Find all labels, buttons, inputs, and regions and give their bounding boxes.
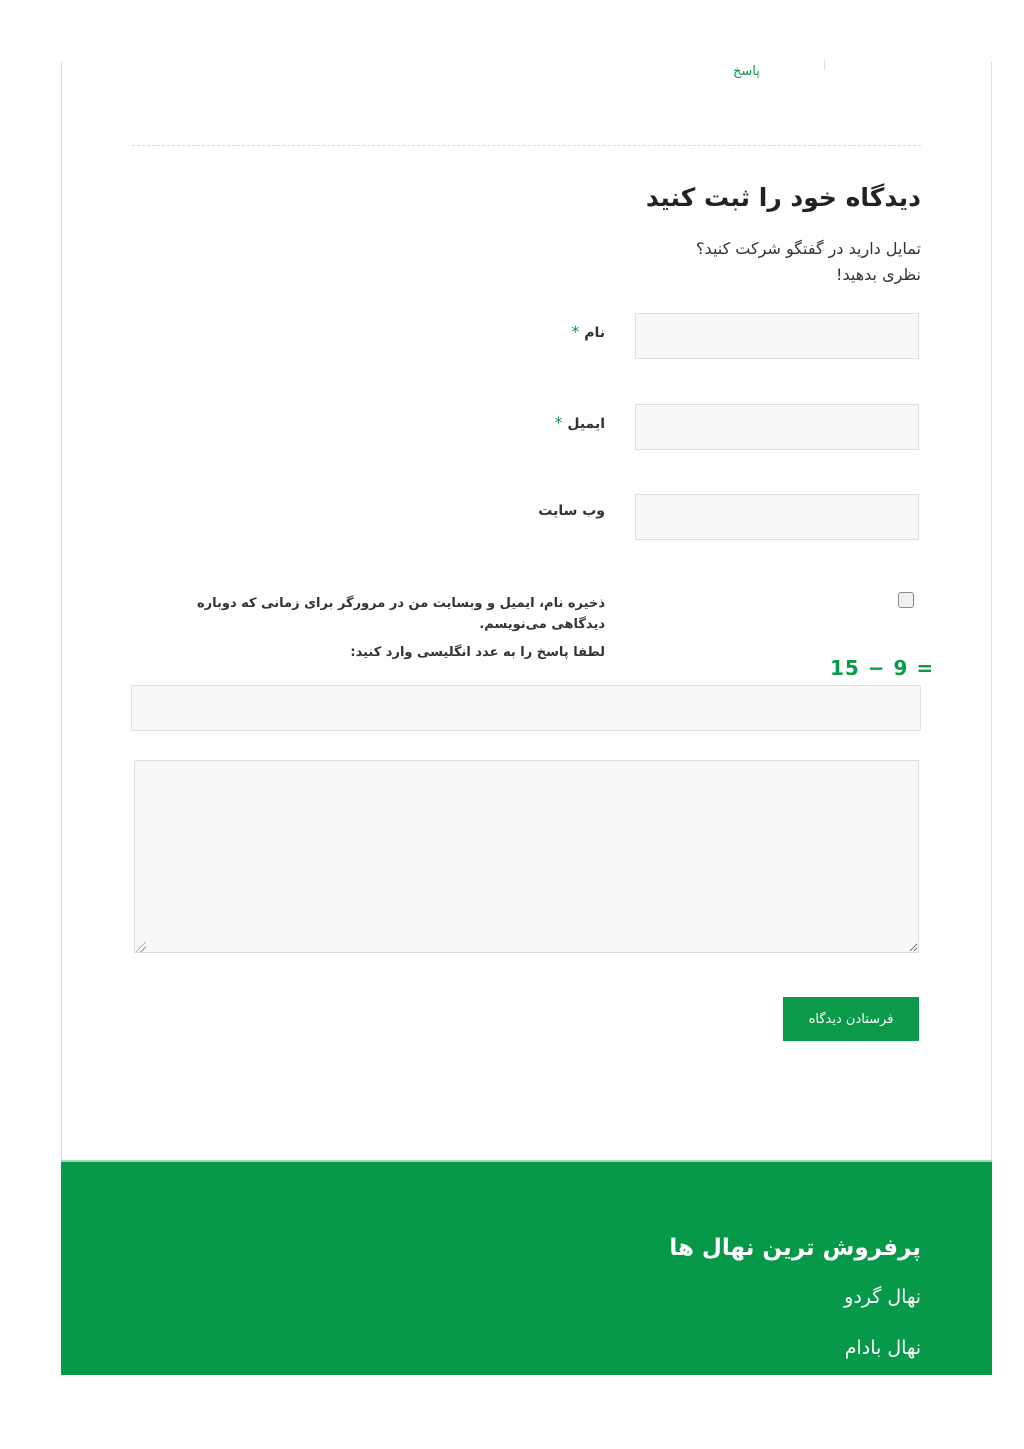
captcha-input[interactable] <box>131 685 921 731</box>
comment-form-intro <box>696 236 921 288</box>
website-label-text: وب سایت <box>538 503 605 519</box>
reply-separator <box>824 60 825 70</box>
cookies-consent-checkbox[interactable] <box>898 592 914 608</box>
captcha-question: 15 − 9 = <box>830 656 935 680</box>
required-marker: * <box>571 322 580 341</box>
cookies-consent-label: ذخیره نام، ایمیل و وبسایت من در مرورگر برای زمانی که دوباره دیدگاهی می‌نویسم. <box>196 596 605 632</box>
captcha-label: لطفا پاسخ را به عدد انگلیسی وارد کنید: <box>350 645 605 660</box>
comment-form-title: دیدگاه خود را ثبت کنید <box>645 183 921 212</box>
intro-line-2: نظری بدهید! <box>836 265 921 284</box>
email-input[interactable] <box>635 404 919 450</box>
comment-textarea[interactable] <box>134 760 919 953</box>
website-field-label <box>538 503 605 519</box>
reply-link[interactable]: پاسخ <box>733 64 760 79</box>
intro-line-1: تمایل دارید در گفتگو شرکت کنید؟ <box>696 239 921 258</box>
name-input[interactable] <box>635 313 919 359</box>
email-label-text: ایمیل <box>567 416 605 432</box>
name-field-label <box>571 322 605 341</box>
name-label-text: نام <box>584 325 605 341</box>
required-marker: * <box>554 413 563 432</box>
footer-link-almond[interactable]: نهال بادام <box>844 1337 921 1359</box>
resize-handle-icon[interactable] <box>136 942 146 952</box>
footer-link-walnut[interactable]: نهال گردو <box>844 1286 921 1308</box>
bestsellers-title: پرفروش ترین نهال ها <box>669 1235 921 1261</box>
website-input[interactable] <box>635 494 919 540</box>
email-field-label <box>554 413 605 432</box>
section-divider <box>132 145 921 146</box>
submit-comment-button[interactable]: فرستادن دیدگاه <box>783 997 919 1041</box>
